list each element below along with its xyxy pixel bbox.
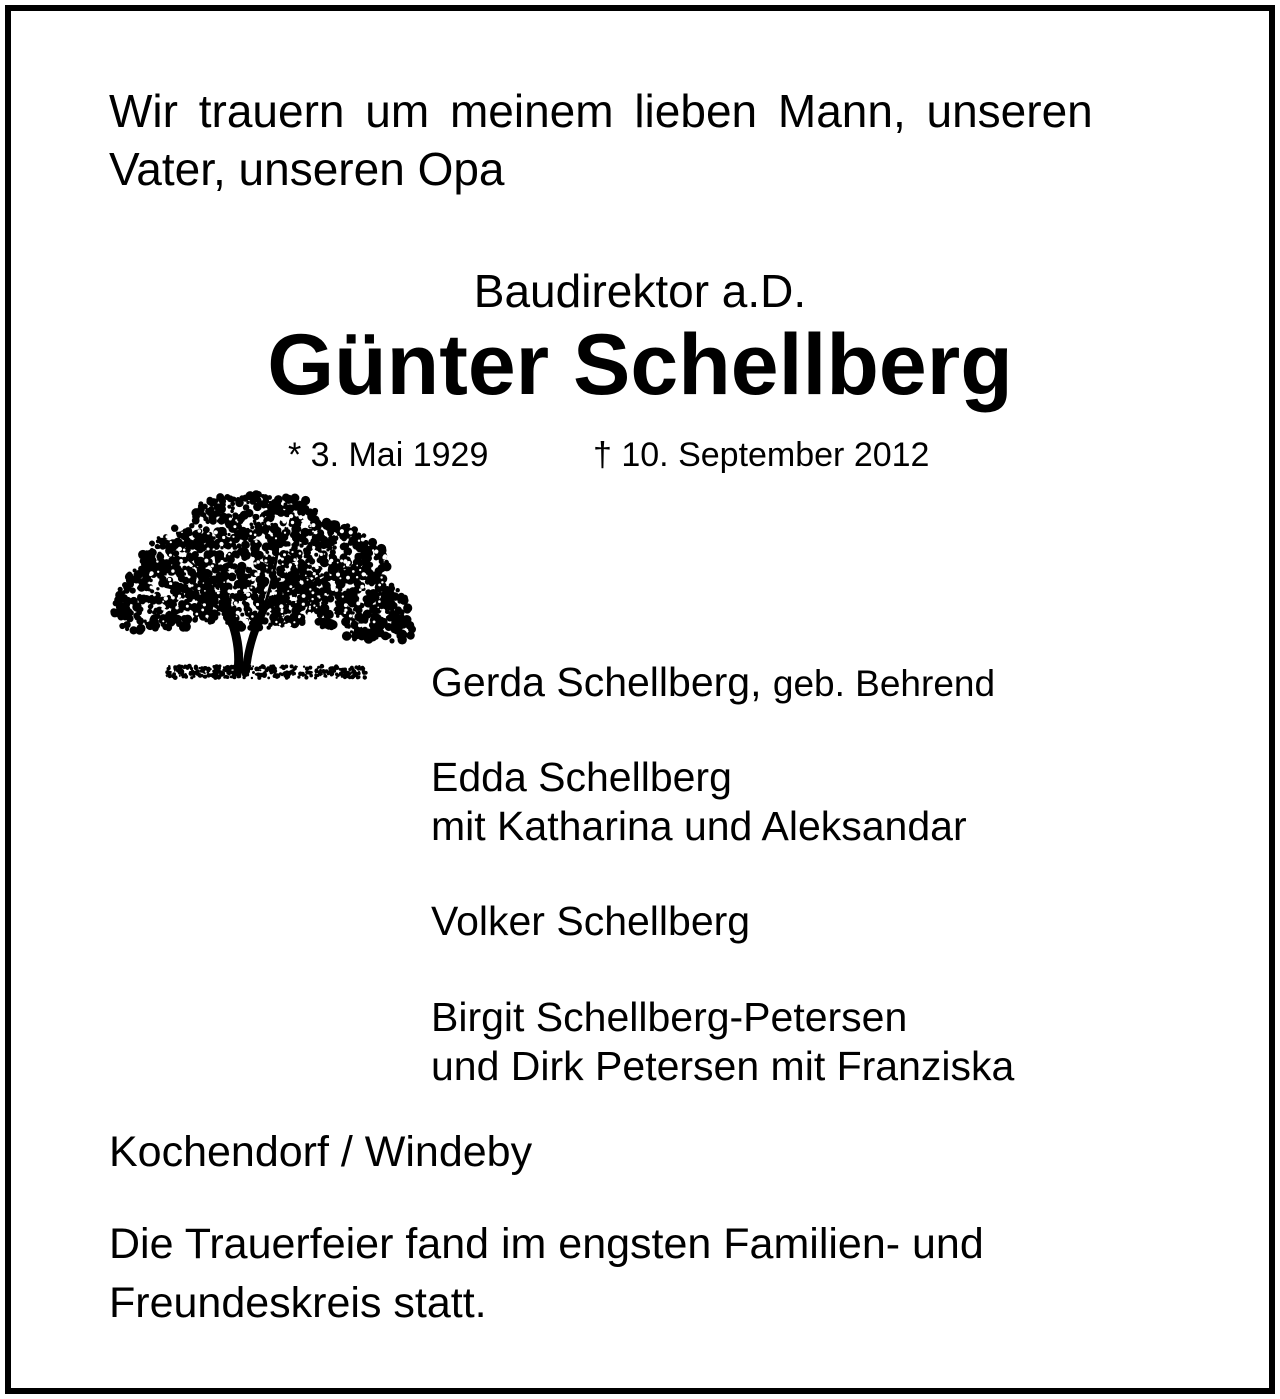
family-son: Volker Schellberg (431, 898, 751, 944)
death-date: † 10. September 2012 (593, 436, 930, 474)
intro-line-2: Vater, unseren Opa (109, 143, 505, 195)
place-names: Kochendorf / Windeby (109, 1128, 533, 1176)
deceased-title: Baudirektor a.D. (473, 265, 807, 317)
funeral-note-line-2: Freundeskreis statt. (109, 1279, 487, 1327)
birth-date: * 3. Mai 1929 (288, 436, 489, 474)
family-wife (431, 659, 996, 705)
intro-line-1: Wir trauern um meinem lieben Mann, unseren (109, 85, 1093, 137)
funeral-note-line-1: Die Trauerfeier fand im engsten Familien- und (109, 1220, 984, 1268)
wife-name: Gerda Schellberg, (431, 659, 762, 705)
deceased-name: Günter Schellberg (267, 317, 1013, 413)
family-daughter-2-line-1: Birgit Schellberg-Petersen (431, 994, 908, 1040)
family-daughter-2-line-2: und Dirk Petersen mit Franziska (431, 1043, 1015, 1089)
family-daughter-1-line-2: mit Katharina und Aleksandar (431, 803, 967, 849)
tree-icon (106, 486, 416, 688)
family-daughter-1-line-1: Edda Schellberg (431, 754, 732, 800)
wife-maiden-name: geb. Behrend (772, 663, 996, 704)
